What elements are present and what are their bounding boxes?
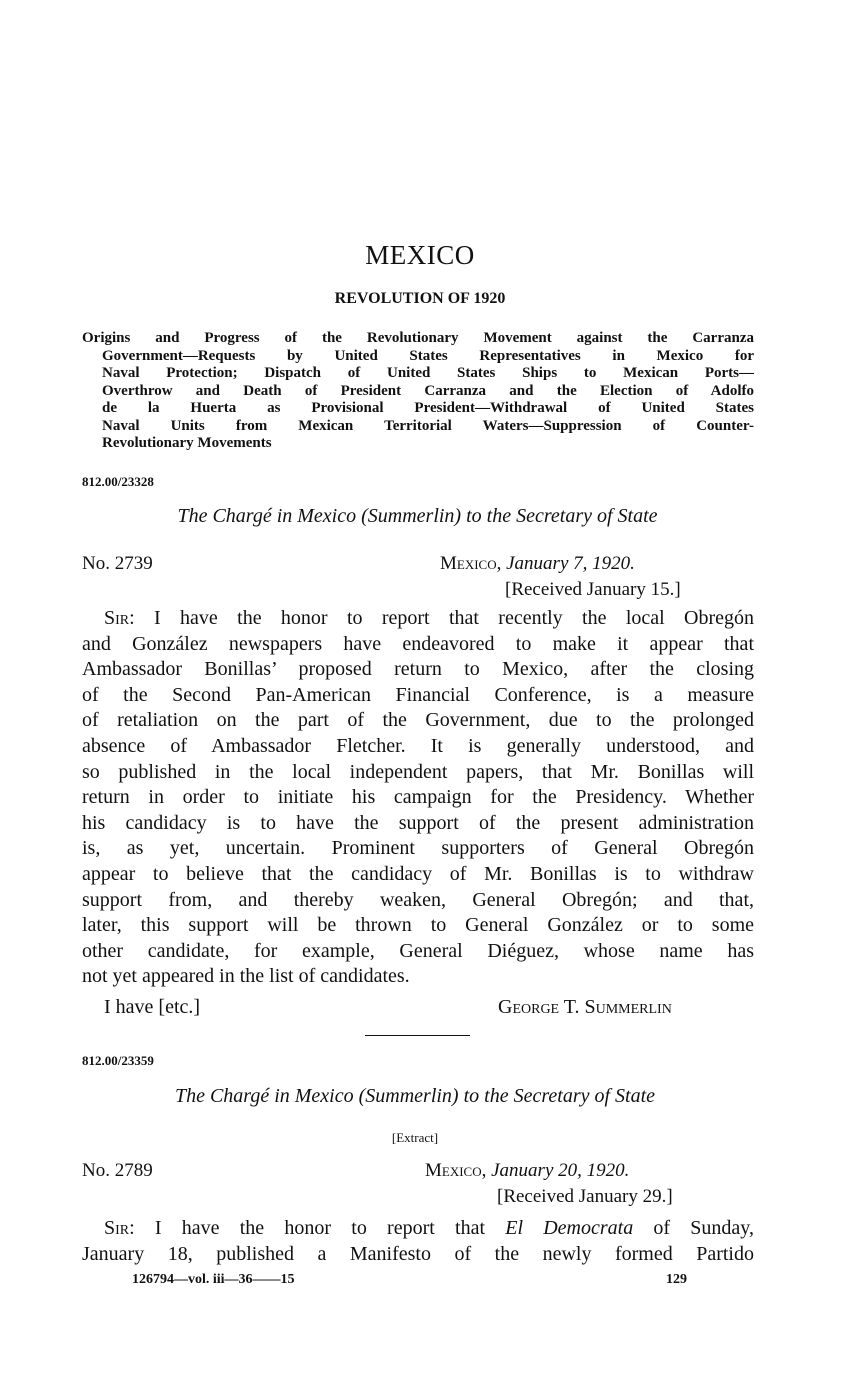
body-line: of retaliation on the part of the Government, due to the prolonged — [82, 709, 754, 732]
body-line: January 18, published a Manifesto of the newly formed Partido — [82, 1242, 754, 1265]
doc2-dateline — [425, 1160, 629, 1182]
doc2-extract-label: [Extract] — [391, 1130, 439, 1145]
section-divider — [365, 1035, 470, 1036]
body-line: so published in the local independent papers, that Mr. Bonillas will — [82, 760, 754, 783]
body-line: other candidate, for example, General Diéguez, whose name has — [82, 939, 754, 962]
summary-line: Naval Protection; Dispatch of United States Ships to Mexican Ports— — [102, 365, 754, 381]
body-line: not yet appeared in the list of candidates. — [82, 965, 410, 988]
doc2-file-number: 812.00/23359 — [82, 1053, 154, 1068]
section-summary — [82, 330, 754, 453]
body-line: and González newspapers have endeavored to make it appear that — [82, 632, 754, 655]
doc1-file-number: 812.00/23328 — [82, 474, 154, 489]
doc1-body — [82, 606, 754, 990]
salutation: Sir: — [104, 607, 135, 629]
section-subtitle: REVOLUTION OF 1920 — [334, 290, 506, 307]
doc2-date: January 20, 1920. — [491, 1160, 630, 1181]
doc2-place: Mexico, — [425, 1160, 487, 1181]
doc2-body — [82, 1216, 754, 1267]
doc1-closing: I have [etc.] — [104, 996, 201, 1018]
doc1-received: [Received January 15.] — [505, 579, 681, 600]
page-title: MEXICO — [365, 240, 475, 270]
doc2-received: [Received January 29.] — [497, 1186, 673, 1207]
body-line: Sir: I have the honor to report that El Democrata of Sunday, — [104, 1217, 754, 1239]
doc1-dateline — [440, 553, 635, 575]
doc1-signature: George T. Summerlin — [498, 996, 672, 1018]
doc1-number: No. 2739 — [82, 553, 153, 574]
doc1-place: Mexico, — [440, 553, 502, 574]
summary-line: de la Huerta as Provisional President—Withdrawal of United States — [102, 400, 754, 416]
body-line: of the Second Pan-American Financial Conference, is a measure — [82, 683, 754, 706]
body-line: his candidacy is to have the support of the present administration — [82, 811, 754, 834]
doc2-number: No. 2789 — [82, 1160, 153, 1181]
body-line: is, as yet, uncertain. Prominent supporters of General Obregón — [82, 837, 754, 860]
summary-line: Revolutionary Movements — [102, 435, 272, 451]
summary-line: Naval Units from Mexican Territorial Waters—Suppression of Counter- — [102, 417, 754, 434]
body-line: Ambassador Bonillas’ proposed return to Mexico, after the closing — [82, 658, 754, 681]
body-line: appear to believe that the candidacy of Mr. Bonillas is to withdraw — [82, 862, 754, 885]
body-line: absence of Ambassador Fletcher. It is generally understood, and — [82, 734, 754, 757]
doc1-date: January 7, 1920. — [506, 553, 635, 574]
doc1-heading: The Chargé in Mexico (Summerlin) to the Secretary of State — [177, 505, 658, 527]
doc2-heading: The Chargé in Mexico (Summerlin) to the Secretary of State — [174, 1085, 656, 1107]
summary-line: Origins and Progress of the Revolutionary Movement against the Carranza — [82, 330, 754, 346]
body-line: support from, and thereby weaken, General Obregón; and that, — [82, 888, 754, 911]
print-code: 126794—vol. iii—36——15 — [132, 1272, 295, 1287]
body-line: Sir: I have the honor to report that recently the local Obregón — [104, 607, 755, 629]
body-line: return in order to initiate his campaign for the Presidency. Whether — [82, 786, 754, 809]
summary-line: Overthrow and Death of President Carranza and the Election of Adolfo — [102, 382, 754, 399]
salutation: Sir: — [104, 1217, 135, 1239]
page-number: 129 — [666, 1272, 687, 1287]
body-line: later, this support will be thrown to General González or to some — [82, 914, 754, 937]
summary-line: Government—Requests by United States Representatives in Mexico for — [102, 347, 754, 364]
